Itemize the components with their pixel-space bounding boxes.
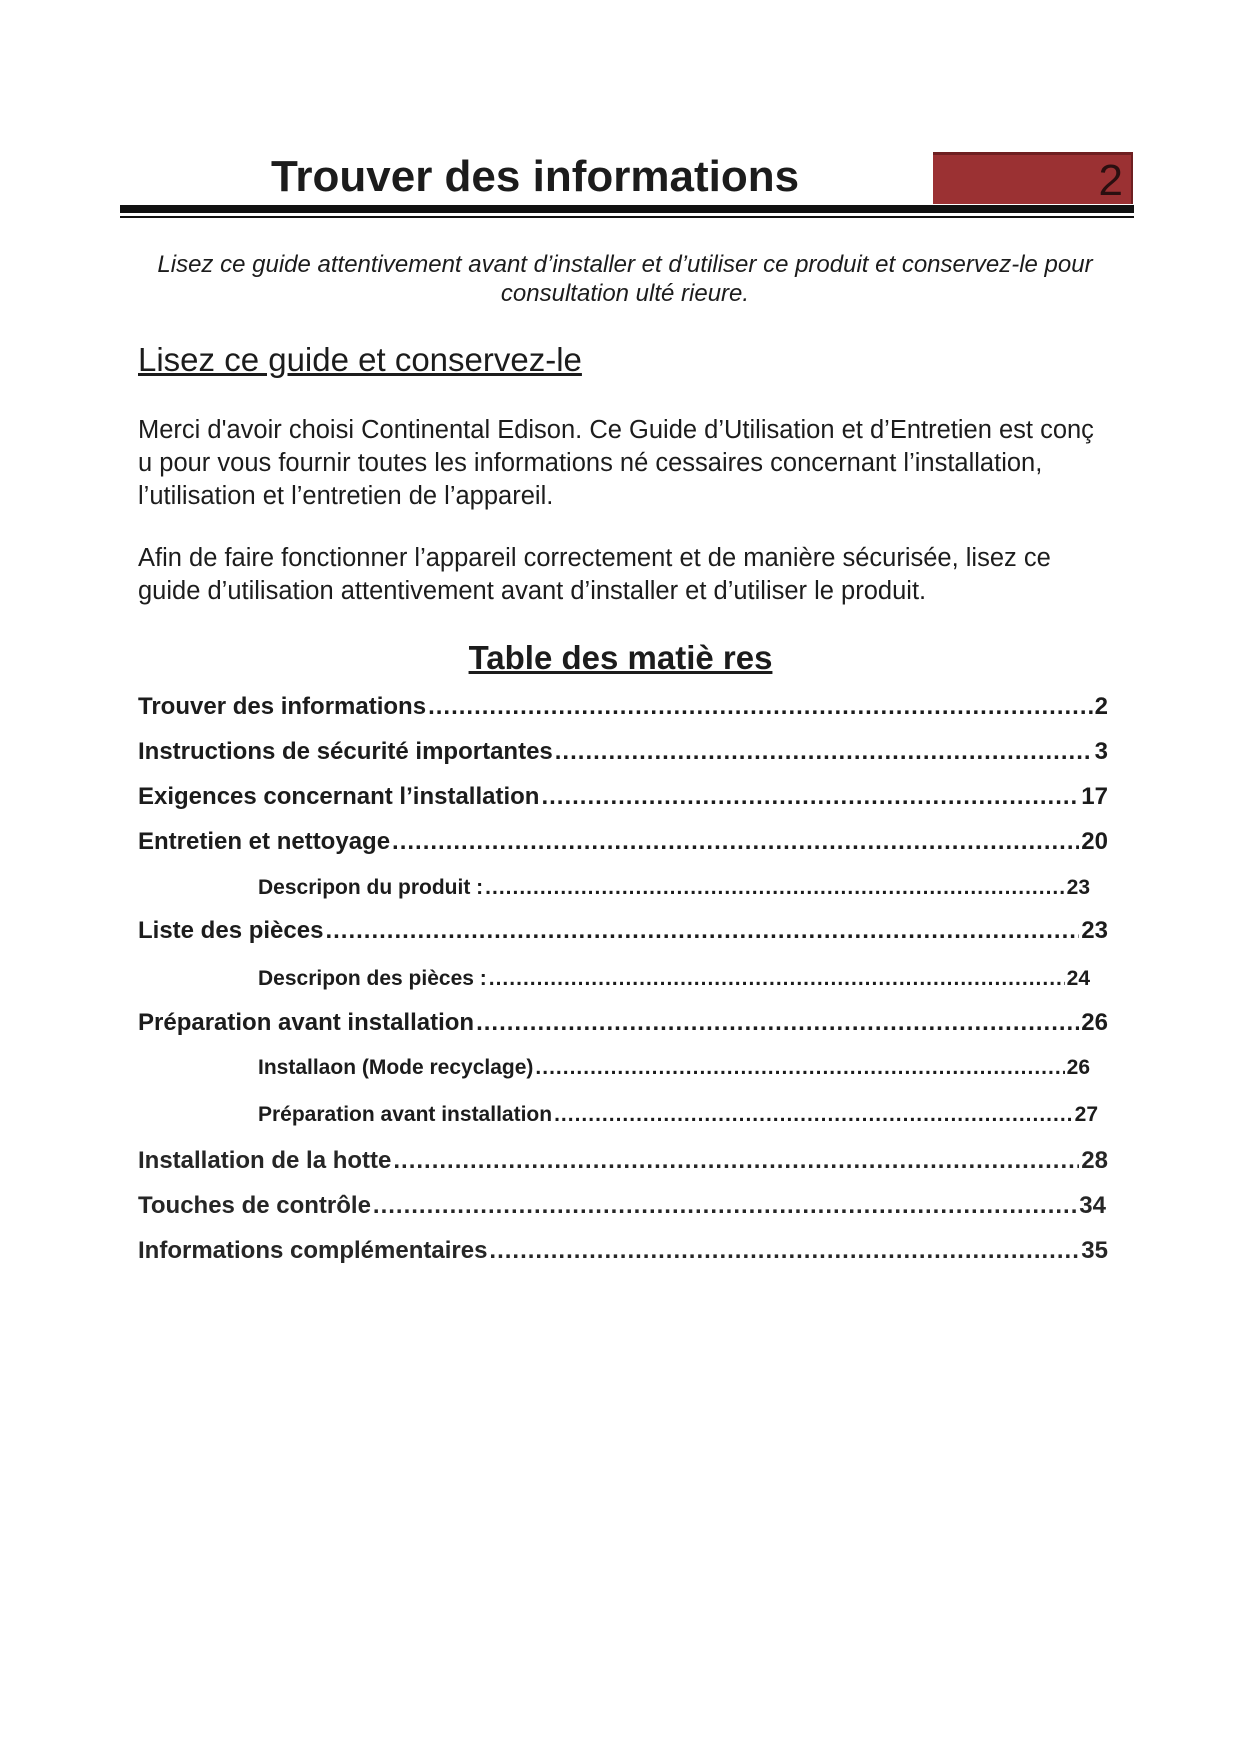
header-rule-thick bbox=[120, 205, 1134, 213]
toc-entry-page: 20 bbox=[1081, 828, 1108, 855]
toc-entry-title: Installation de la hotte bbox=[138, 1147, 392, 1174]
toc-entry-title: Instructions de sécurité importantes bbox=[138, 738, 553, 765]
header-rule-thin bbox=[120, 216, 1134, 218]
toc-heading: Table des matiè res bbox=[468, 639, 773, 676]
section-heading: Lisez ce guide et conservez-le bbox=[138, 341, 582, 378]
toc-entry-title: Entretien et nettoyage bbox=[138, 828, 391, 855]
toc-entry[interactable] bbox=[138, 827, 1108, 857]
toc-entry-title: Trouver des informations bbox=[138, 693, 427, 720]
toc-entry-page: 24 bbox=[1066, 967, 1090, 990]
toc-entry[interactable] bbox=[138, 1008, 1108, 1038]
toc-subentry[interactable] bbox=[258, 873, 1090, 903]
toc-entry[interactable] bbox=[138, 692, 1108, 722]
toc-entry-page: 35 bbox=[1081, 1237, 1108, 1264]
page-number-badge bbox=[933, 152, 1133, 204]
toc-leader bbox=[555, 737, 1093, 767]
toc-leader bbox=[489, 964, 1065, 994]
toc-leader bbox=[392, 827, 1079, 857]
intro-note: Lisez ce guide attentivement avant d’installer et d’utiliser ce produit et conservez-le pour consultation ulté rieure. bbox=[157, 251, 1093, 307]
toc-entry-title: Touches de contrôle bbox=[138, 1192, 371, 1219]
toc-leader bbox=[373, 1191, 1077, 1221]
toc-leader bbox=[428, 692, 1093, 722]
toc-entry-page: 27 bbox=[1074, 1103, 1098, 1126]
toc-entry[interactable] bbox=[138, 737, 1108, 767]
toc-leader bbox=[554, 1100, 1073, 1130]
toc-entry-page: 3 bbox=[1094, 738, 1108, 765]
toc-leader bbox=[489, 1236, 1079, 1266]
toc-entry-title: Préparation avant installation bbox=[138, 1009, 475, 1036]
toc-leader bbox=[485, 873, 1064, 903]
toc-entry-page: 23 bbox=[1066, 876, 1090, 899]
toc-subentry[interactable] bbox=[258, 1100, 1098, 1130]
paragraph-safety: Afin de faire fonctionner l’appareil correctement et de manière sécurisée, lisez ce guide d’utilisation attentivement avant d’installer et d’utiliser le produit. bbox=[138, 544, 1051, 605]
toc-entry-page: 17 bbox=[1081, 783, 1108, 810]
toc-entry-title: Informations complémentaires bbox=[138, 1237, 488, 1264]
toc-entry-title: Descripon des pièces : bbox=[258, 967, 487, 990]
toc-entry-title: Descripon du produit : bbox=[258, 876, 484, 899]
toc-entry[interactable] bbox=[138, 1191, 1106, 1221]
toc-subentry[interactable] bbox=[258, 964, 1090, 994]
toc-entry-page: 28 bbox=[1081, 1147, 1108, 1174]
toc-entry-title: Installaon (Mode recyclage) bbox=[258, 1056, 534, 1079]
toc-entry-title: Liste des pièces bbox=[138, 917, 324, 944]
toc-leader bbox=[325, 916, 1079, 946]
page-number: 2 bbox=[1098, 156, 1123, 205]
paragraph-thanks: Merci d'avoir choisi Continental Edison. Ce Guide d’Utilisation et d’Entretien est conç u pour vous fournir toutes les informations né cessaires concernant l’installation, l’utilisation et l’entretien de l’appareil. bbox=[138, 416, 1094, 510]
toc-entry[interactable] bbox=[138, 782, 1108, 812]
toc-leader bbox=[393, 1146, 1079, 1176]
toc-entry-page: 26 bbox=[1081, 1009, 1108, 1036]
toc-entry-title: Préparation avant installation bbox=[258, 1103, 553, 1126]
toc-leader bbox=[535, 1053, 1064, 1083]
toc-entry[interactable] bbox=[138, 1146, 1108, 1176]
toc-entry[interactable] bbox=[138, 1236, 1108, 1266]
toc-entry-title: Exigences concernant l’installation bbox=[138, 783, 540, 810]
toc-entry[interactable] bbox=[138, 916, 1108, 946]
toc-leader bbox=[541, 782, 1079, 812]
page-title: Trouver des informations bbox=[270, 152, 800, 201]
toc-subentry[interactable] bbox=[258, 1053, 1090, 1083]
toc-entry-page: 26 bbox=[1066, 1056, 1090, 1079]
toc-entry-page: 34 bbox=[1079, 1192, 1106, 1219]
toc-entry-page: 23 bbox=[1081, 917, 1108, 944]
toc-entry-page: 2 bbox=[1094, 693, 1108, 720]
toc-leader bbox=[476, 1008, 1079, 1038]
